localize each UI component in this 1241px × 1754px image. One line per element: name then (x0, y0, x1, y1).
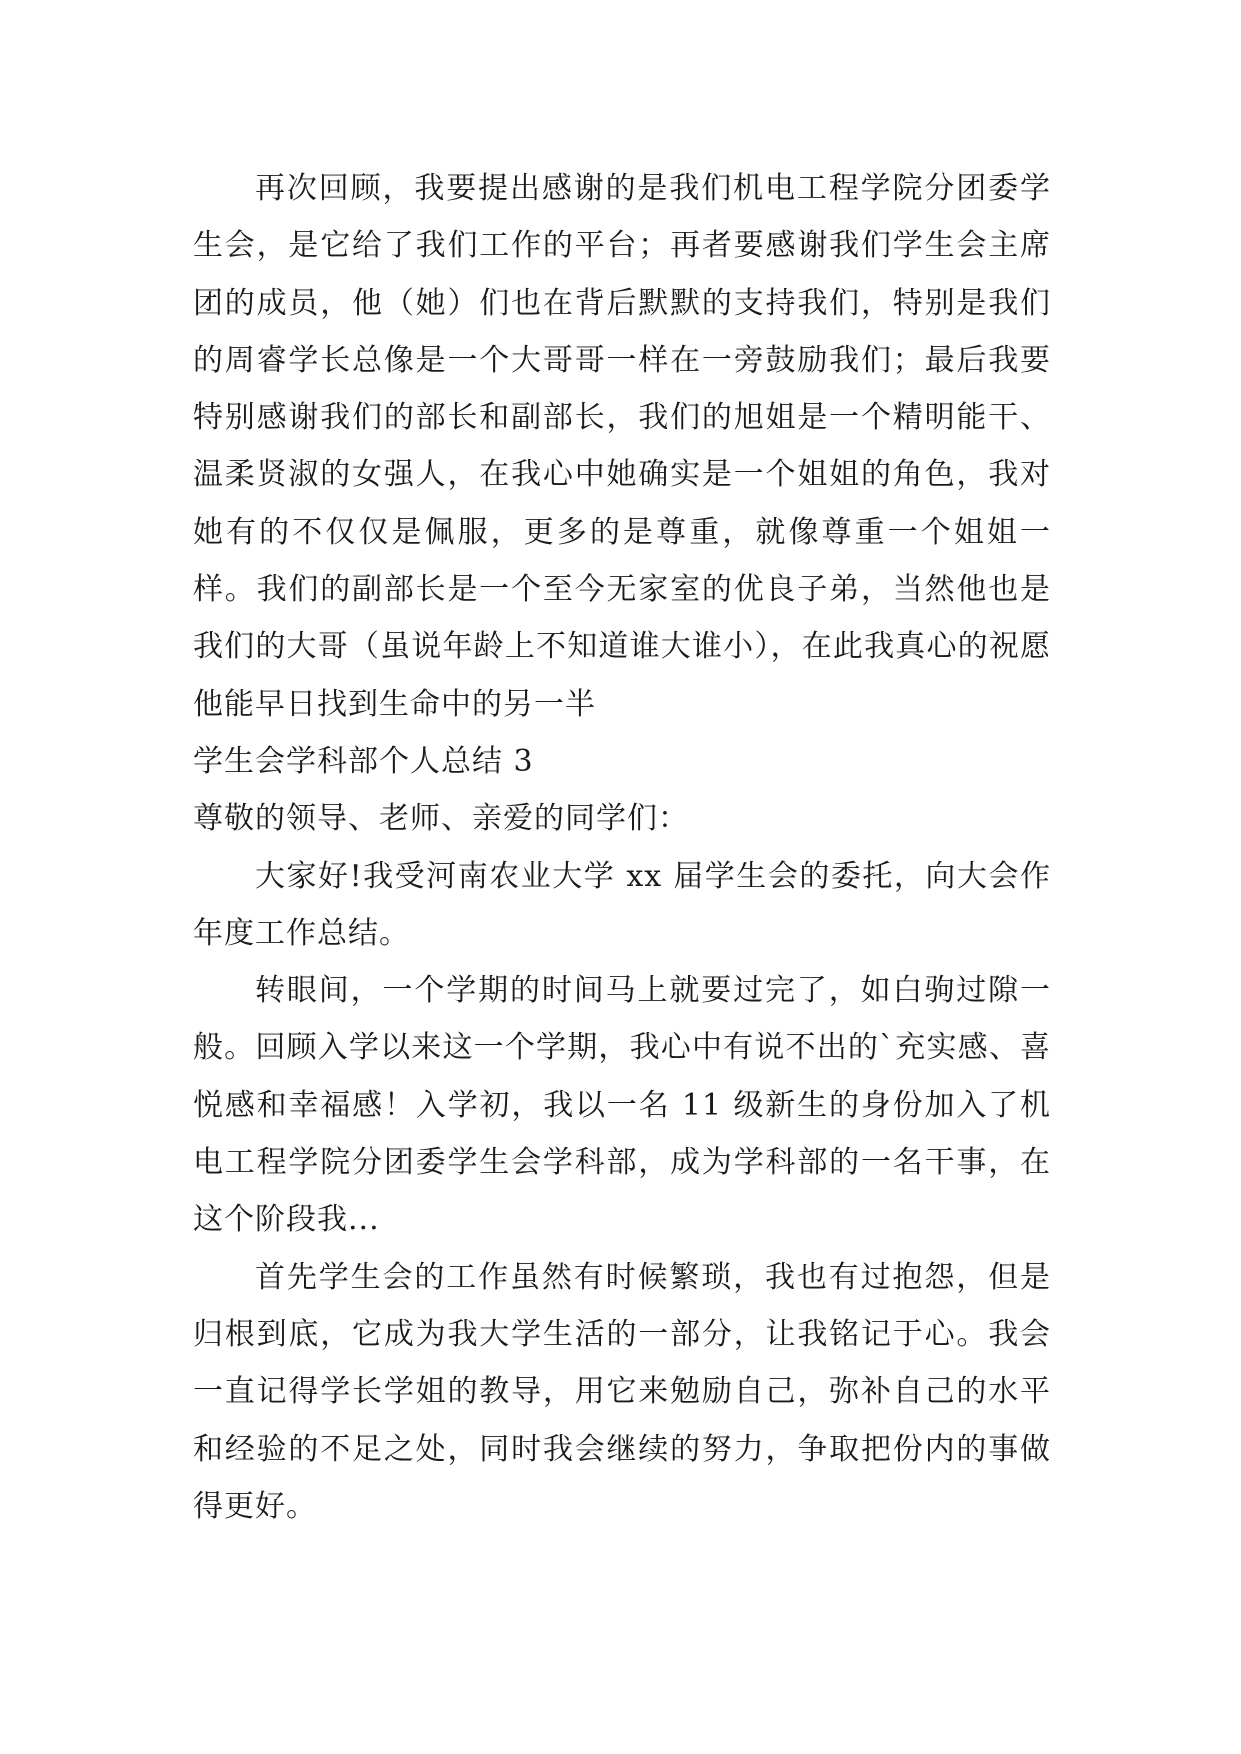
salutation: 尊敬的领导、老师、亲爱的同学们： (193, 801, 689, 837)
section-title: 学生会学科部个人总结 3 (193, 743, 534, 779)
paragraph-thanks: 再次回顾，我要提出感谢的是我们机电工程学院分团委学生会，是它给了我们工作的平台；再者要感谢我们学生会主席团的成员，他（她）们也在背后默默的支持我们，特别是我们的周睿学长总像是一个大哥哥一样在一旁鼓励我们；最后我要特别感谢我们的部长和副部长，我们的旭姐是一个精明能干、温柔贤淑的女强人，在我心中她确实是一个姐姐的角色，我对她有的不仅仅是佩服，更多的是尊重，就像尊重一个姐姐一样。我们的副部长是一个至今无家室的优良子弟，当然他也是我们的大哥（虽说年龄上不知道谁大谁小），在此我真心的祝愿他能早日找到生命中的另一半 (193, 171, 1051, 722)
paragraph-greeting: 大家好!我受河南农业大学 xx 届学生会的委托，向大会作年度工作总结。 (193, 858, 1051, 951)
document-body (193, 160, 1051, 1535)
paragraph-work: 首先学生会的工作虽然有时候繁琐，我也有过抱怨，但是归根到底，它成为我大学生活的一部分，让我铭记于心。我会一直记得学长学姐的教导，用它来勉励自己，弥补自己的水平和经验的不足之处，同时我会继续的努力，争取把份内的事做得更好。 (193, 1259, 1051, 1524)
paragraph-semester: 转眼间，一个学期的时间马上就要过完了，如白驹过隙一般。回顾入学以来这一个学期，我心中有说不出的`充实感、喜悦感和幸福感！入学初，我以一名 11 级新生的身份加入了机电工程学院分团委学生会学科部，成为学科部的一名干事，在这个阶段我... (193, 973, 1051, 1238)
